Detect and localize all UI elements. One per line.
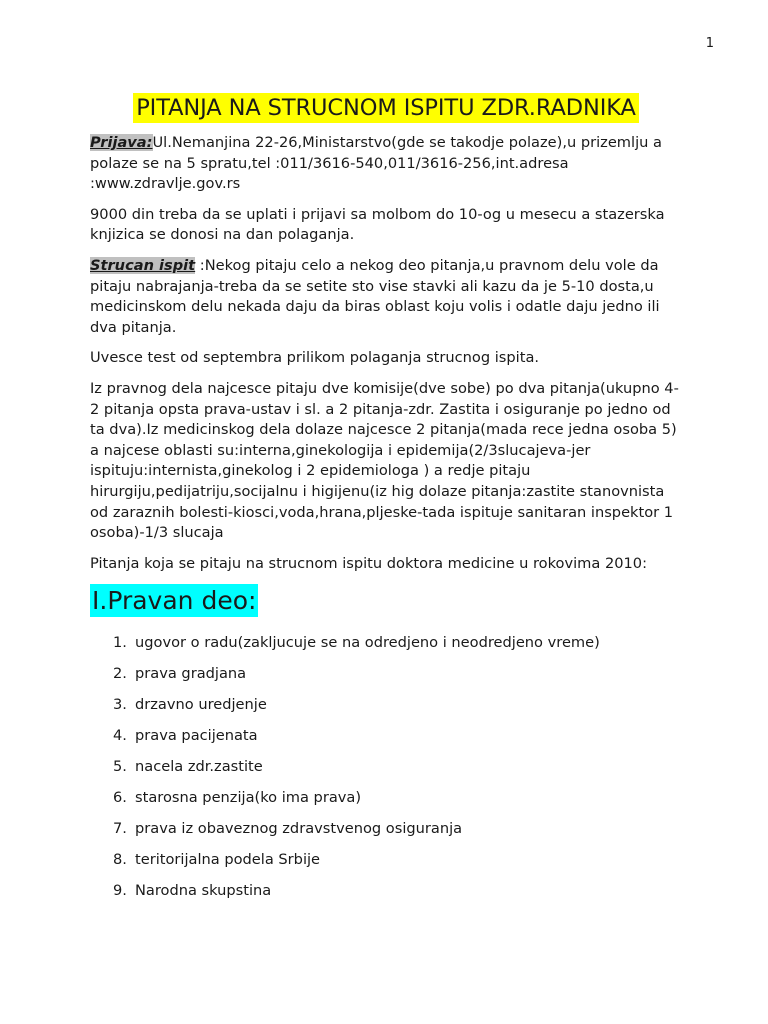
list-item-text: prava iz obaveznog zdravstvenog osiguranja (135, 820, 463, 838)
list-item-number: 4. (113, 727, 127, 745)
list-item (90, 788, 682, 819)
list-item-number: 1. (113, 634, 127, 652)
list-item-number: 2. (113, 665, 127, 683)
test-paragraph: Uvesce test od septembra prilikom polaganja strucnog ispita. (90, 349, 540, 367)
pravni-deo-paragraph: Iz pravnog dela najcesce pitaju dve komisije(dve sobe) po dva pitanja(ukupno 4-2 pitanja opsta prava-ustav i sl. a 2 pitanja-zdr. Zastita i osiguranje po jedno od ta dva).Iz medicinskog dela dolaze najcesce 2 pitanja(mada rece jedna osoba 5) a najcese oblasti su:interna,ginekologija i epidemija(2/3slucajeva-jer ispituju:internista,ginekolog i 2 epidemiologa ) a redje pitaju hirurgiju,pedijatriju,socijalnu i higijenu(iz hig dolaze pitanja:zastite stanovnista od zaraznih bolesti-kiosci,voda,hrana,pljeske-tada ispituje sanitaran inspektor 1 osoba)-1/3 slucaja (90, 379, 679, 542)
question-list (90, 633, 682, 912)
list-item-number: 9. (113, 882, 127, 900)
list-item-number: 7. (113, 820, 127, 838)
list-item-text: prava gradjana (135, 665, 247, 683)
list-item-text: drzavno uredjenje (135, 696, 267, 714)
title-wrap (90, 93, 682, 123)
list-item-text: Narodna skupstina (135, 882, 272, 900)
strucan-ispit-paragraph (90, 256, 682, 338)
section-heading-text: I.Pravan deo: (92, 586, 257, 616)
list-item (90, 881, 682, 912)
prijava-label: Prijava: (90, 134, 153, 151)
list-item (90, 664, 682, 695)
pitanja-intro-paragraph: Pitanja koja se pitaju na strucnom ispitu doktora medicine u rokovima 2010: (90, 554, 648, 572)
strucan-ispit-text: :Nekog pitaju celo a nekog deo pitanja,u pravnom delu vole da pitaju nabrajanja-treba da se setite sto vise stavki ali kazu da je 5-10 dosta,u medicinskom delu nekada daju da biras oblast koju volis i odatle daju jedno ili dva pitanja. (90, 256, 660, 336)
document-body (90, 93, 682, 912)
list-item-text: starosna penzija(ko ima prava) (135, 789, 362, 807)
prijava-text: Ul.Nemanjina 22-26,Ministarstvo(gde se takodje polaze),u prizemlju a polaze se na 5 spratu,tel :011/3616-540,011/3616-256,int.adresa :www.zdravlje.gov.rs (90, 134, 662, 193)
list-item-text: nacela zdr.zastite (135, 758, 263, 776)
payment-paragraph: 9000 din treba da se uplati i prijavi sa molbom do 10-og u mesecu a stazerska knjizica se donosi na dan polaganja. (90, 205, 665, 244)
list-item-number: 8. (113, 851, 127, 869)
strucan-ispit-label: Strucan ispit (90, 256, 196, 274)
list-item-text: ugovor o radu(zakljucuje se na odredjeno i neodredjeno vreme) (135, 634, 600, 652)
page-number: 1 (705, 36, 714, 51)
list-item-number: 5. (113, 758, 127, 776)
list-item (90, 757, 682, 788)
list-item (90, 850, 682, 881)
list-item (90, 726, 682, 757)
list-item-text: prava pacijenata (135, 727, 258, 745)
list-item-text: teritorijalna podela Srbije (135, 851, 321, 869)
document-title: PITANJA NA STRUCNOM ISPITU ZDR.RADNIKA (133, 93, 639, 123)
list-item-number: 3. (113, 696, 127, 714)
prijava-paragraph (90, 133, 682, 195)
list-item (90, 695, 682, 726)
section-heading (90, 584, 682, 617)
list-item (90, 633, 682, 664)
list-item (90, 819, 682, 850)
list-item-number: 6. (113, 789, 127, 807)
